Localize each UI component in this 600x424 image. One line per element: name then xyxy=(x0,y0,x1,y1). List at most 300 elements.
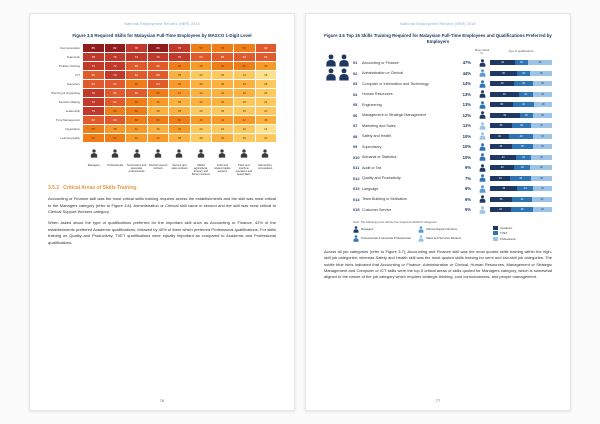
qualification-segment: 30 xyxy=(533,81,552,86)
qualification-segment: 34 xyxy=(531,176,552,181)
skill-rank: 013 xyxy=(353,186,360,192)
heatmap-cell: 80 xyxy=(148,44,169,52)
skill-label: Administration or Clerical xyxy=(362,71,403,76)
heatmap-cell: 56 xyxy=(148,116,169,124)
heatmap-cell: 60 xyxy=(148,62,169,70)
skill-row xyxy=(353,79,552,89)
list-headers xyxy=(353,50,552,56)
skill-row xyxy=(353,163,552,173)
skill-percentage: 10% xyxy=(462,133,471,139)
heatmap-row xyxy=(48,80,276,88)
heatmap-cell: 58 xyxy=(126,116,147,124)
heatmap-cell: 35 xyxy=(148,125,169,133)
masco-legend-label: Sales and Services Workers xyxy=(426,236,462,241)
qualification-segment: 34 xyxy=(531,123,552,128)
skill-label: Accounting or Finance xyxy=(362,60,399,65)
occupation-person-icon xyxy=(218,149,226,158)
heatmap-cell: 38 xyxy=(256,116,277,124)
skill-label: Management or Strategic Management xyxy=(362,113,426,118)
heatmap-cell: 58 xyxy=(105,107,126,115)
heatmap-cell: 62 xyxy=(83,116,104,124)
skill-percentage: 10% xyxy=(462,154,471,160)
legend-professionals-icon xyxy=(353,235,359,242)
qualification-segment: 44 xyxy=(490,155,516,160)
qualification-segment: 34 xyxy=(490,207,511,212)
figure-gutter xyxy=(324,50,353,244)
skill-row xyxy=(353,205,552,215)
skill-percentage: 9% xyxy=(464,165,471,171)
qualification-segment: 36 xyxy=(511,207,533,212)
qualification-bar xyxy=(490,113,552,118)
heatmap-row xyxy=(48,71,276,79)
heatmap-cell: 42 xyxy=(169,89,190,97)
heatmap-cell: 60 xyxy=(126,89,147,97)
qualification-segment: 22 xyxy=(519,92,534,97)
skill-label: Engineering xyxy=(362,102,382,107)
page-left xyxy=(29,13,295,411)
heatmap-cell: 30 xyxy=(234,89,255,97)
skill-label: Actuarial or Statistics xyxy=(362,155,397,160)
skill-label: Language xyxy=(362,186,379,191)
qualification-bar xyxy=(490,123,552,128)
heatmap-cell: 50 xyxy=(169,116,190,124)
qualification-segment: 40 xyxy=(509,134,533,139)
heatmap-row-label: Problem Solving xyxy=(58,63,80,68)
qualification-segment: 36 xyxy=(490,197,512,202)
skill-label: Safety and Health xyxy=(362,134,392,139)
skill-rank: 01 xyxy=(353,60,358,66)
qualification-segment: 18 xyxy=(515,60,527,65)
skill-percentage: 12% xyxy=(462,112,471,118)
skill-percentage: 11% xyxy=(462,123,471,129)
qualification-segment: 35 xyxy=(490,144,512,149)
qualification-bar xyxy=(490,134,552,139)
heatmap-cell: 65 xyxy=(212,53,233,61)
qualification-segment: 28 xyxy=(534,102,552,107)
occupation-person-icon xyxy=(90,149,98,158)
heatmap-row-label: Communication xyxy=(59,45,80,50)
skill-row xyxy=(353,194,552,204)
heatmap-row xyxy=(48,53,276,61)
heatmap-row xyxy=(48,134,276,142)
qualification-segment: 35 xyxy=(530,71,552,76)
qualification-segment: 46 xyxy=(490,186,517,191)
heatmap-cell: 24 xyxy=(212,125,233,133)
qualification-segment: 34 xyxy=(531,155,552,160)
legend-sales-icon xyxy=(418,235,424,242)
heatmap-cell: 55 xyxy=(191,44,212,52)
qualification-bar xyxy=(490,102,552,107)
heatmap-cell: 72 xyxy=(148,53,169,61)
skill-percentage: 5% xyxy=(464,207,471,213)
heatmap-cell: 26 xyxy=(234,134,255,142)
legend-managers-icon xyxy=(353,226,359,233)
occupation-label: Clerical support workers xyxy=(148,163,168,171)
heatmap-cell: 58 xyxy=(212,44,233,52)
qualification-segment: 33 xyxy=(490,176,510,181)
qualification-segment: 30 xyxy=(533,207,552,212)
heatmap-cell: 35 xyxy=(212,80,233,88)
qualification-color-chip xyxy=(493,237,498,241)
qualification-legend-item xyxy=(493,237,515,241)
heatmap-cell: 64 xyxy=(148,80,169,88)
heatmap-row-label: ICT xyxy=(75,72,80,77)
skill-rank: 04 xyxy=(353,91,358,97)
qualification-color-chip xyxy=(493,226,498,230)
critical-to-sales-icon xyxy=(479,206,486,214)
qualification-segment: 35 xyxy=(530,165,552,170)
heatmap-body xyxy=(48,44,276,142)
skill-rank: 08 xyxy=(353,133,358,139)
qualification-segment: 40 xyxy=(490,81,514,86)
skill-rank: 09 xyxy=(353,144,358,150)
heatmap-cell: 76 xyxy=(169,44,190,52)
heatmap-cell: 38 xyxy=(169,134,190,142)
heatmap-cell: 28 xyxy=(234,98,255,106)
qualification-segment: 30 xyxy=(490,134,509,139)
heatmap-cell: 34 xyxy=(212,89,233,97)
qualification-segment: 36 xyxy=(490,123,512,128)
masco-legend-label: Managers xyxy=(361,227,374,232)
occupation-item xyxy=(104,145,125,176)
skill-row xyxy=(353,152,552,162)
heatmap-cell: 18 xyxy=(256,71,277,79)
qualification-segment: 20 xyxy=(520,113,534,118)
occupation-person-icon xyxy=(154,149,162,158)
qualification-legend-label: Professional xyxy=(500,236,516,241)
skill-label: Human Resources xyxy=(362,92,393,97)
heatmap-cell: 45 xyxy=(148,98,169,106)
heatmap-cell: 70 xyxy=(105,71,126,79)
heatmap-row-label: Learning Agility xyxy=(60,135,80,140)
skill-rank: 02 xyxy=(353,70,358,76)
qualification-segment: 32 xyxy=(532,197,552,202)
occupation-label: Craft and related trades workers xyxy=(214,163,231,174)
skill-rank: 010 xyxy=(353,154,360,160)
qualification-bar xyxy=(490,92,552,97)
heatmap-cell: 58 xyxy=(148,89,169,97)
heatmap-figure xyxy=(48,44,276,176)
heatmap-row-label: Negotiation xyxy=(65,126,80,131)
pictogram-person-icon xyxy=(338,68,350,81)
skill-row xyxy=(353,121,552,131)
occupation-person-icon xyxy=(240,149,248,158)
qualification-legend-label: TVET xyxy=(500,231,508,236)
skill-rank: 07 xyxy=(353,123,358,129)
skill-percentage: 47% xyxy=(462,60,471,66)
qualification-bar xyxy=(490,207,552,212)
occupation-label: Managers xyxy=(87,163,100,167)
heatmap-cell: 30 xyxy=(212,134,233,142)
running-header: National Employment Returns (NER) 2018 xyxy=(124,22,200,26)
qualification-segment: 30 xyxy=(533,144,552,149)
skill-percentage: 6% xyxy=(464,186,471,192)
occupation-label: Technicians and associate professionals xyxy=(126,163,147,174)
qualification-segment: 20 xyxy=(517,71,531,76)
heatmap-cell: 62 xyxy=(105,80,126,88)
qualification-segment: 30 xyxy=(533,134,552,139)
occupation-item xyxy=(212,145,233,176)
heatmap-row-label: Teamwork xyxy=(66,54,80,59)
skills-list xyxy=(353,58,552,215)
figure-3-6-title: Figure 3.6 Top 15 Skills Training Required for Malaysian Full-Time Employees and Qualifications Preferred by Employers xyxy=(324,33,552,44)
heatmap-cell: 28 xyxy=(256,80,277,88)
skill-percentage: 13% xyxy=(462,91,471,97)
heatmap-cell: 20 xyxy=(234,125,255,133)
heatmap-cell: 66 xyxy=(105,89,126,97)
qualification-segment: 30 xyxy=(533,186,552,191)
qualification-legend-item xyxy=(493,231,515,235)
heatmap-cell: 52 xyxy=(212,62,233,70)
heatmap-row-label: Leadership xyxy=(65,108,80,113)
heatmap-cell: 60 xyxy=(83,80,104,88)
heatmap-cell: 63 xyxy=(234,53,255,61)
skill-label: Marketing and Sales xyxy=(362,123,396,128)
heatmap-cell: 38 xyxy=(148,107,169,115)
heatmap-cell: 72 xyxy=(105,62,126,70)
skill-label: Customer Service xyxy=(362,207,392,212)
skill-percentage: 44% xyxy=(462,70,471,76)
heatmap-cell: 30 xyxy=(191,80,212,88)
paragraph-right: Across all job categories (refer to Figure 3.7), Accounting and Finance skill was the most quoted skills training within the high-skill job categories; whereas Safety and Health skill was the most quoted skills training for semi and low-skill job categories. The subtle blue hints indicated that Accounting or Finance, Administration or Clerical, Human Resources, Management or Strategic Management and Computer or ICT skills were the top 5 critical areas of skills quoted for Managers category, which is somewhat aligned to the nature of the job category which requires strategic thinking, cost consciousness, and people management. xyxy=(324,248,552,280)
masco-legend-item xyxy=(418,235,483,242)
qualification-color-chip xyxy=(493,231,498,235)
legend-clerical-icon xyxy=(418,226,424,233)
occupation-label: Professionals xyxy=(107,163,124,167)
section-heading xyxy=(48,185,276,191)
masco-legend-item xyxy=(418,226,483,233)
heatmap-cell: 68 xyxy=(126,62,147,70)
heatmap-cell: 22 xyxy=(256,134,277,142)
heatmap-cell: 38 xyxy=(169,98,190,106)
skill-row xyxy=(353,58,552,68)
occupation-person-icon xyxy=(197,149,205,158)
skill-row xyxy=(353,100,552,110)
figure-3-6 xyxy=(324,50,552,244)
occupation-label: Skilled agricultural, forestry and fishery workers xyxy=(191,163,210,177)
heatmap-cell: 40 xyxy=(169,125,190,133)
heatmap-cell: 35 xyxy=(169,107,190,115)
heatmap-row xyxy=(48,116,276,124)
qualification-segment: 45 xyxy=(490,71,517,76)
qualification-segment: 30 xyxy=(533,92,552,97)
qualification-segment: 33 xyxy=(510,176,530,181)
heatmap-cell: 78 xyxy=(126,44,147,52)
qualification-segment: 30 xyxy=(533,113,552,118)
occupation-item xyxy=(255,145,276,176)
skill-row xyxy=(353,173,552,183)
heatmap-cell: 74 xyxy=(126,53,147,61)
qualification-bar xyxy=(490,176,552,181)
qualification-bar xyxy=(490,144,552,149)
heatmap-cell: 70 xyxy=(83,89,104,97)
heatmap-cell: 28 xyxy=(212,107,233,115)
heatmap-cell: 75 xyxy=(83,107,104,115)
critical-to-icon-cell xyxy=(474,201,490,219)
heatmap-cell: 40 xyxy=(191,116,212,124)
occupation-icons-row xyxy=(48,145,276,176)
skill-rank: 011 xyxy=(353,165,360,171)
skill-row xyxy=(353,89,552,99)
heatmap-cell: 30 xyxy=(191,98,212,106)
heatmap-cell: 74 xyxy=(83,62,104,70)
qualification-bar xyxy=(490,186,552,191)
skill-label: Audit or Tax xyxy=(362,165,382,170)
qualification-bar xyxy=(490,60,552,65)
pictogram-person-icon xyxy=(325,68,337,81)
skill-row xyxy=(353,110,552,120)
heatmap-cell: 24 xyxy=(234,71,255,79)
qualification-segment: 24 xyxy=(517,186,533,191)
heatmap-cell: 66 xyxy=(256,53,277,61)
occupation-person-icon xyxy=(261,149,269,158)
occupation-item xyxy=(147,145,168,176)
heatmap-cell: 82 xyxy=(105,44,126,52)
legend-note: Note: The following icons denote the respective MASCO categories: xyxy=(353,219,438,224)
paragraph-2: When asked about the type of qualifications preferred for the important skill such as Accounting or Finance, 42% of the establishments preferred Academic qualifications, followed by 40% of them which preferred Professional qualifications. For skills training on Quality and Productivity, TVET qualifications were equally important as compared to Academic and Professional qualifications. xyxy=(48,220,276,245)
qualification-legend-label: Academic xyxy=(500,225,513,230)
figure-3-5-title: Figure 3.5 Required Skills for Malaysian Full-Time Employees by MASCO 1-Digit Level xyxy=(72,33,252,38)
qualification-segment: 30 xyxy=(512,123,531,128)
heatmap-cell: 25 xyxy=(234,107,255,115)
qualification-segment: 34 xyxy=(513,102,534,107)
heatmap-cell: 32 xyxy=(212,98,233,106)
heatmap-cell: 70 xyxy=(169,53,190,61)
heatmap-row xyxy=(48,89,276,97)
heatmap-cell: 32 xyxy=(191,89,212,97)
heatmap-cell: 65 xyxy=(83,71,104,79)
heatmap-cell: 62 xyxy=(126,71,147,79)
masco-legend-item xyxy=(353,235,418,242)
occupation-label: Plant and machine operators and assemblers xyxy=(235,163,253,177)
heatmap-cell: 64 xyxy=(105,98,126,106)
qualification-segment: 30 xyxy=(514,81,533,86)
page-number-left: 76 xyxy=(159,398,165,403)
workforce-pictogram xyxy=(325,54,351,81)
heatmap-cell: 44 xyxy=(212,116,233,124)
heatmap-cell: 26 xyxy=(256,89,277,97)
heatmap-row xyxy=(48,44,276,52)
heatmap-cell: 28 xyxy=(191,134,212,142)
heatmap-row-label: Planning & Organising xyxy=(51,90,80,95)
heatmap-cell: 58 xyxy=(169,62,190,70)
page-number-right: 77 xyxy=(435,398,441,403)
heatmap-row-label: Decision Making xyxy=(58,99,80,104)
heatmap-cell: 26 xyxy=(191,107,212,115)
qualifications-header: Type of qualifications xyxy=(508,49,534,53)
qualification-bar xyxy=(490,71,552,76)
heatmap-cell: 58 xyxy=(126,80,147,88)
skill-label: Quality and Productivity xyxy=(362,176,401,181)
pictogram-person-icon xyxy=(325,54,337,67)
skill-row xyxy=(353,131,552,141)
heatmap-cell: 16 xyxy=(256,125,277,133)
heatmap-row xyxy=(48,107,276,115)
heatmap-cell: 52 xyxy=(105,134,126,142)
skill-percentage: 13% xyxy=(462,102,471,108)
qualification-segment: 32 xyxy=(512,197,532,202)
heatmap-row-label: Numeracy xyxy=(66,81,80,86)
heatmap-cell: 76 xyxy=(105,53,126,61)
heatmap-cell: 46 xyxy=(126,134,147,142)
heatmap-cell: 50 xyxy=(83,134,104,142)
occupation-item xyxy=(83,145,104,176)
skills-list-wrap xyxy=(353,50,552,244)
heatmap-cell: 24 xyxy=(256,98,277,106)
qualification-segment: 42 xyxy=(490,60,515,65)
section-number: 3.5.2 xyxy=(48,185,60,192)
heatmap-row xyxy=(48,62,276,70)
qualification-segment: 40 xyxy=(490,165,514,170)
masco-legend xyxy=(353,226,483,244)
most-critical-header: Most critical to: xyxy=(474,48,490,55)
heatmap-cell: 72 xyxy=(83,98,104,106)
qualification-segment: 50 xyxy=(490,113,520,118)
header-spacer xyxy=(353,50,474,56)
qualification-legend xyxy=(493,226,515,244)
heatmap-row xyxy=(48,125,276,133)
heatmap-cell: 35 xyxy=(169,71,190,79)
heatmap-cell: 42 xyxy=(234,116,255,124)
page-right xyxy=(305,13,571,411)
heatmap-cell: 62 xyxy=(191,53,212,61)
heatmap-cell: 22 xyxy=(191,71,212,79)
heatmap-cell: 22 xyxy=(191,125,212,133)
paragraph-1: Accounting or Finance skill was the most critical skills training required across the establishments and the skill was most critical to the Managers category (refer to Figure 3.6). Administration or Clerical skill came in second and the skill was most critical to Clerical Support Workers category. xyxy=(48,196,276,215)
skill-rank: 06 xyxy=(353,112,358,118)
heatmap-cell: 60 xyxy=(256,44,277,52)
occupation-item xyxy=(169,145,190,176)
heatmap-cell: 60 xyxy=(105,116,126,124)
heatmap-cell: 54 xyxy=(234,44,255,52)
qualification-segment: 35 xyxy=(512,144,534,149)
qualification-bar xyxy=(490,155,552,160)
qualification-legend-item xyxy=(493,226,515,230)
skill-percentage: 6% xyxy=(464,196,471,202)
qualification-segment: 25 xyxy=(514,165,530,170)
qualification-segment: 38 xyxy=(490,102,513,107)
heatmap-cell: 45 xyxy=(169,80,190,88)
skill-percentage: 10% xyxy=(462,144,471,150)
occupation-item xyxy=(190,145,211,176)
skill-row xyxy=(353,68,552,78)
skill-rank: 015 xyxy=(353,207,360,213)
heatmap-cell: 68 xyxy=(148,71,169,79)
skill-percentage: 7% xyxy=(464,175,471,181)
pictogram-person-icon xyxy=(338,54,350,67)
heatmap-cell: 44 xyxy=(148,134,169,142)
skill-rank: 03 xyxy=(353,81,358,87)
occupation-item xyxy=(126,145,147,176)
masco-legend-label: Clerical Support Workers xyxy=(426,227,458,232)
masco-legend-item xyxy=(353,226,418,233)
heatmap-cell: 50 xyxy=(126,107,147,115)
heatmap-cell: 55 xyxy=(126,98,147,106)
heatmap-cell: 20 xyxy=(256,107,277,115)
occupation-person-icon xyxy=(133,149,141,158)
heatmap-cell: 85 xyxy=(83,44,104,52)
skill-label: Computer or Information and Technology xyxy=(362,81,429,86)
occupation-label: Service and sales workers xyxy=(171,163,188,171)
heatmap-cell: 78 xyxy=(83,53,104,61)
skill-percentage: 14% xyxy=(462,81,471,87)
heatmap-cell: 45 xyxy=(256,62,277,70)
heatmap-cell: 42 xyxy=(126,125,147,133)
qualification-bar xyxy=(490,165,552,170)
occupation-item xyxy=(233,145,254,176)
section-title: Critical Areas of Skills Training xyxy=(63,185,137,192)
running-header: National Employment Returns (NER) 2018 xyxy=(400,22,476,26)
